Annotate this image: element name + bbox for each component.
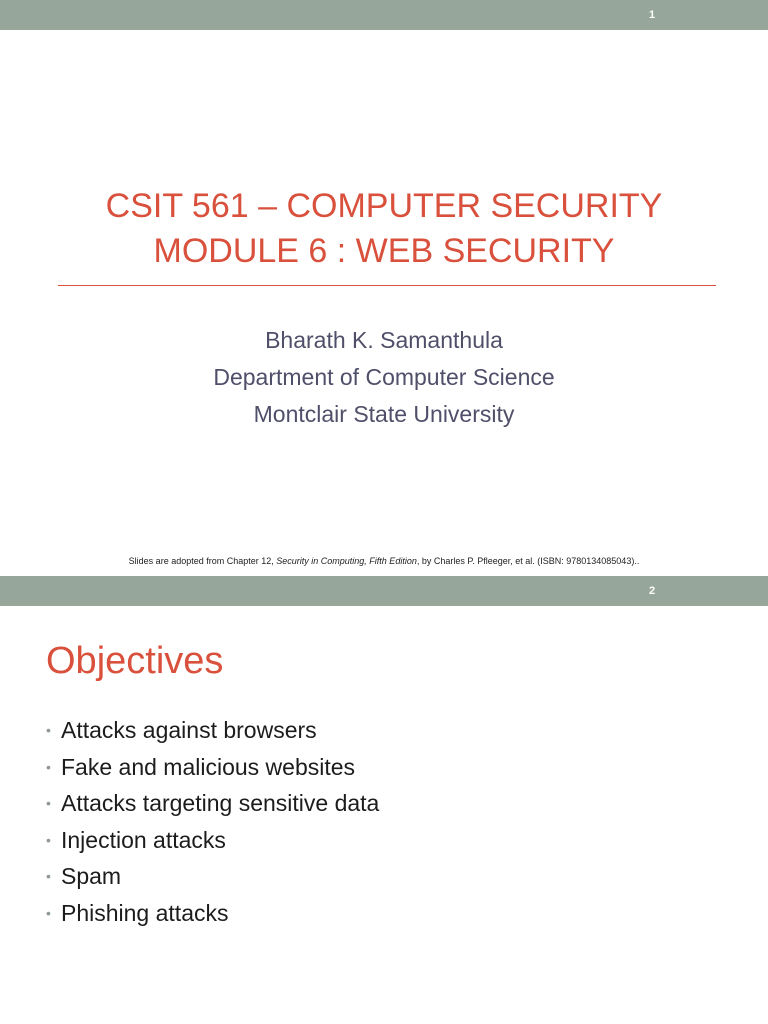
slide-2 xyxy=(0,576,768,1024)
list-item-text: Phishing attacks xyxy=(61,899,229,926)
bullet-icon: • xyxy=(46,758,51,775)
slide-title xyxy=(0,184,768,274)
author-department: Department of Computer Science xyxy=(213,364,555,390)
slide-header-bar xyxy=(0,576,768,606)
citation-book-title: Security in Computing, Fifth Edition xyxy=(276,556,417,566)
list-item-text: Fake and malicious websites xyxy=(61,753,356,780)
list-item-text: Attacks targeting sensitive data xyxy=(61,790,380,816)
objectives-list xyxy=(46,712,379,931)
list-item xyxy=(46,858,379,895)
author-name: Bharath K. Samanthula xyxy=(265,327,503,353)
list-item-text: Spam xyxy=(61,863,122,889)
citation-prefix: Slides are adopted from Chapter 12, xyxy=(128,556,277,566)
list-item-text: Injection attacks xyxy=(61,826,226,853)
list-item xyxy=(46,822,379,859)
list-item-text: Attacks against browsers xyxy=(61,717,317,743)
title-divider xyxy=(58,285,716,286)
title-line: CSIT 561 – COMPUTER SECURITY xyxy=(105,187,663,225)
author-info xyxy=(0,322,768,433)
slide-header-bar xyxy=(0,0,768,30)
list-item xyxy=(46,785,379,822)
list-item xyxy=(46,712,379,749)
list-item xyxy=(46,895,379,932)
slide-number: 1 xyxy=(648,9,656,21)
author-university: Montclair State University xyxy=(253,401,515,427)
objectives-title: Objectives xyxy=(46,640,224,682)
slide-number: 2 xyxy=(648,585,656,597)
citation-note xyxy=(0,556,768,566)
bullet-icon: • xyxy=(46,868,51,884)
title-line: MODULE 6 : WEB SECURITY xyxy=(153,232,615,270)
bullet-icon: • xyxy=(46,904,51,921)
bullet-icon: • xyxy=(46,795,51,811)
citation-suffix: , by Charles P. Pfleeger, et al. (ISBN: 9780134085043).. xyxy=(416,556,640,566)
list-item xyxy=(46,749,379,786)
bullet-icon: • xyxy=(46,831,51,848)
bullet-icon: • xyxy=(46,722,51,738)
